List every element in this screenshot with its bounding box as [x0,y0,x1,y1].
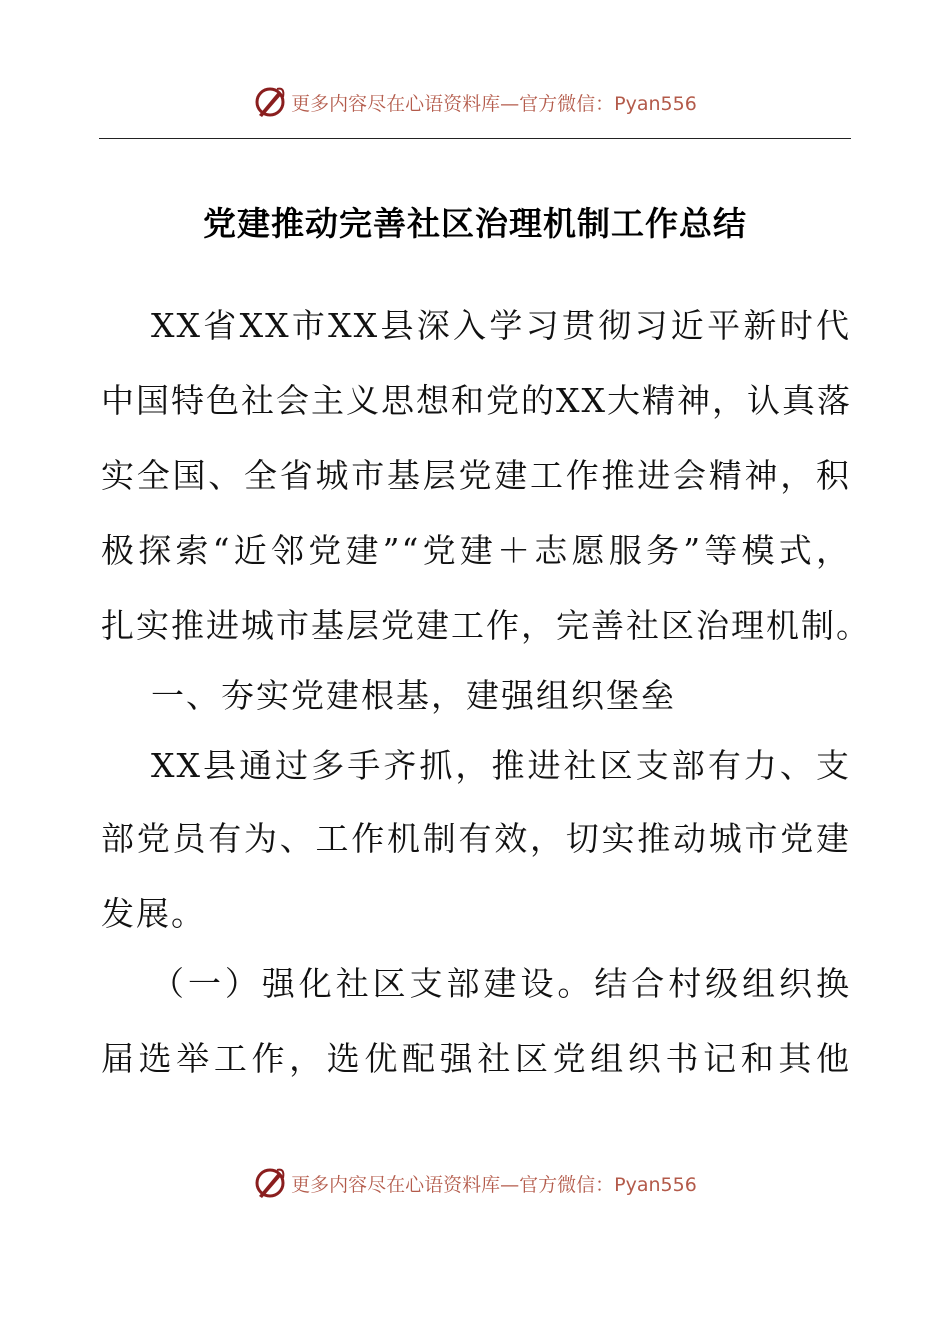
paragraph-line: 届选举工作，选优配强社区党组织书记和其他 [101,1039,851,1078]
paragraph-line: XX县通过多手齐抓，推进社区支部有力、支 [151,746,851,785]
paragraph-line: （一）强化社区支部建设。结合村级组织换 [151,964,851,1003]
page-title: 党建推动完善社区治理机制工作总结 [203,204,747,243]
paragraph-line: 实全国、全省城市基层党建工作推进会精神，积 [101,456,851,495]
section-heading: 一、夯实党建根基，建强组织堡垒 [151,676,676,715]
paragraph-line: XX省XX市XX县深入学习贯彻习近平新时代 [151,306,851,345]
footer-watermark [0,1163,950,1203]
wechat-id: Pyan556 [614,92,697,115]
document-body [101,0,871,1344]
paragraph-line: 扎实推进城市基层党建工作，完善社区治理机制。 [101,606,871,645]
paragraph-line: 中国特色社会主义思想和党的XX大精神，认真落 [101,381,852,420]
paragraph-line: 部党员有为、工作机制有效，切实推动城市党建 [101,819,851,858]
quill-logo-icon [253,1166,287,1200]
paragraph-line: 发展。 [101,894,206,933]
watermark-text: 更多内容尽在心语资料库—官方微信：Pyan556 [291,92,697,115]
watermark-text: 更多内容尽在心语资料库—官方微信：Pyan556 [291,1173,697,1196]
paragraph-line: 极探索“近邻党建”“党建＋志愿服务”等模式， [101,531,851,570]
wechat-id: Pyan556 [614,1173,697,1196]
